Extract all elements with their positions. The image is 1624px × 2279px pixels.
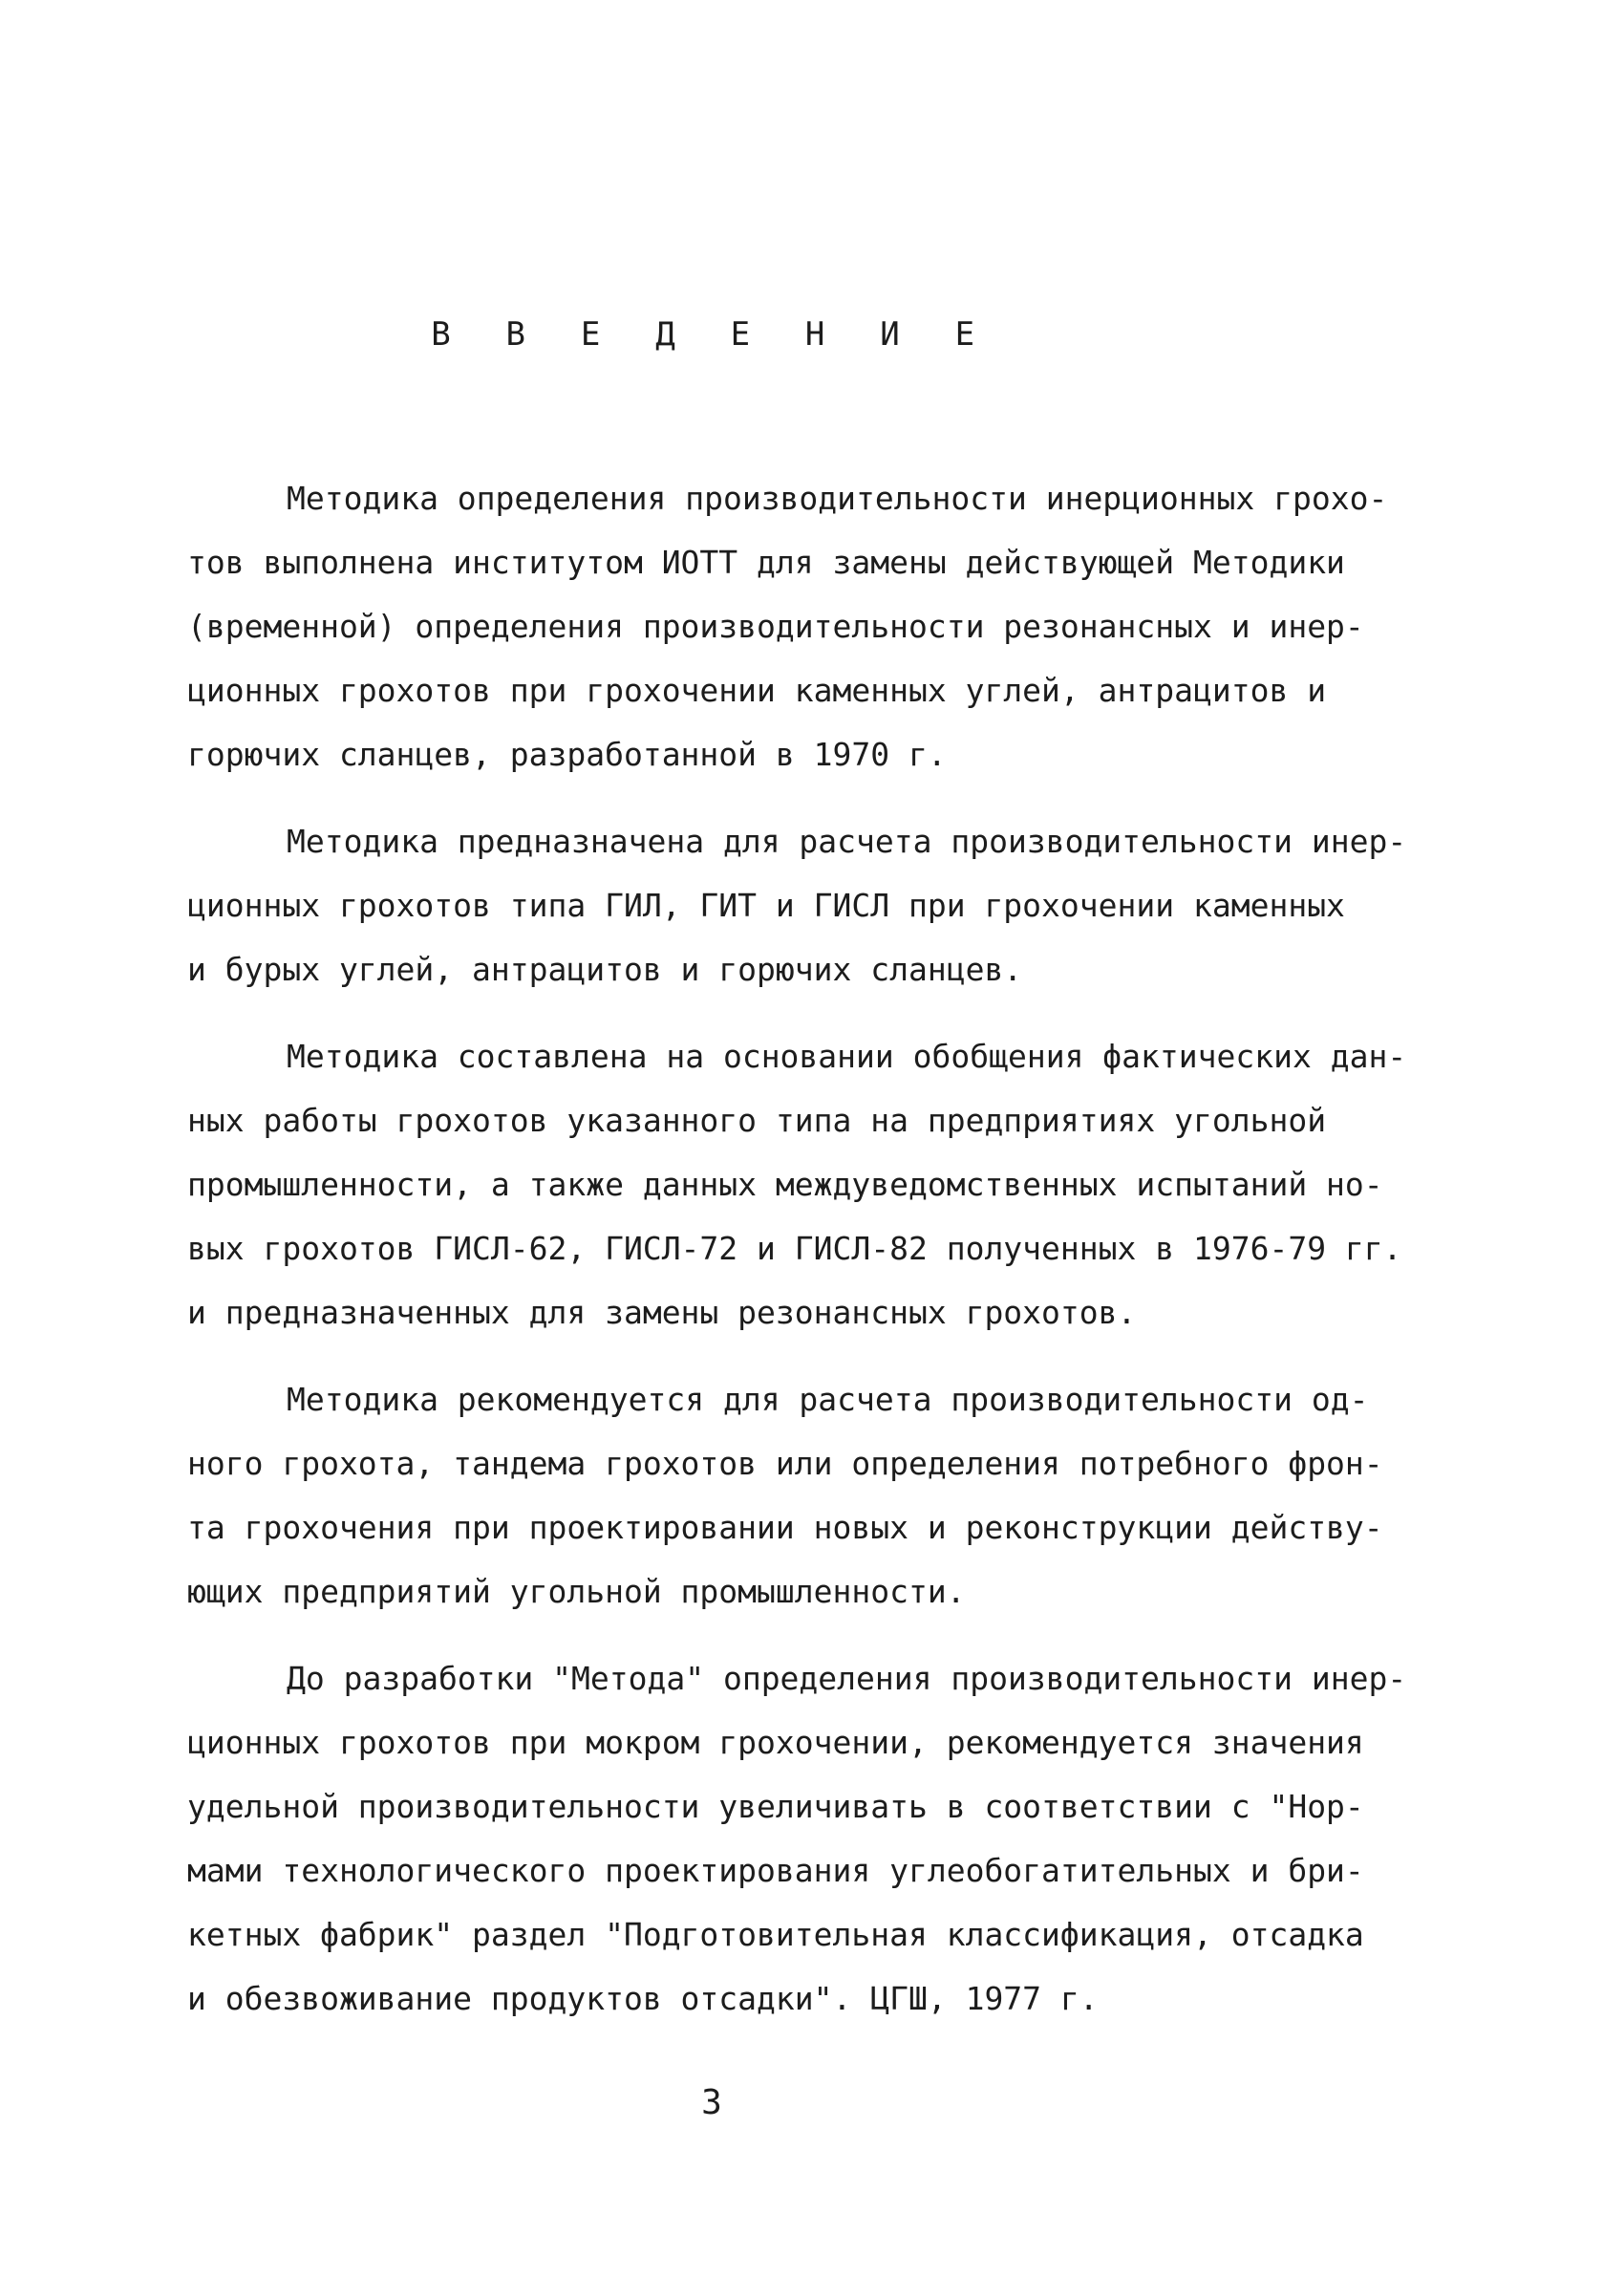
paragraph-line: ционных грохотов типа ГИЛ, ГИТ и ГИСЛ при грохочении каменных (187, 887, 1345, 924)
paragraph-line: До разработки "Метода" определения производительности инер- (287, 1660, 1407, 1697)
paragraph-line: Методика определения производительности инерционных грохо- (287, 480, 1388, 517)
paragraph-line: кетных фабрик" раздел "Подготовительная классификация, отсадка (187, 1916, 1364, 1953)
paragraph-line: вых грохотов ГИСЛ-62, ГИСЛ-72 и ГИСЛ-82 полученных в 1976-79 гг. (187, 1230, 1402, 1267)
body-text (187, 466, 1486, 2031)
paragraph-wet-screening (187, 1646, 1486, 2031)
paragraph-line: мами технологического проектирования углеобогатительных и бри- (187, 1852, 1364, 1889)
paragraph-line: ного грохота, тандема грохотов или определения потребного фрон- (187, 1445, 1383, 1482)
paragraph-line: (временной) определения производительности резонансных и инер- (187, 608, 1364, 645)
paragraph-line: промышленности, а также данных междуведомственных испытаний но- (187, 1166, 1383, 1203)
paragraph-line: Методика рекомендуется для расчета производительности од- (287, 1381, 1369, 1418)
paragraph-line: и предназначенных для замены резонансных грохотов. (187, 1294, 1137, 1331)
paragraph-basis (187, 1024, 1486, 1344)
paragraph-line: тов выполнена институтом ИОТТ для замены действующей Методики (187, 544, 1345, 581)
paragraph-intro-method (187, 466, 1486, 786)
paragraph-line: ционных грохотов при мокром грохочении, рекомендуется значения (187, 1724, 1364, 1761)
paragraph-line: и бурых углей, антрацитов и горючих сланцев. (187, 951, 1023, 988)
paragraph-line: Методика предназначена для расчета производительности инер- (287, 823, 1407, 860)
paragraph-line: ционных грохотов при грохочении каменных углей, антрацитов и (187, 672, 1327, 709)
page-number: 3 (701, 2083, 722, 2122)
paragraph-line: Методика составлена на основании обобщения фактических дан- (287, 1038, 1407, 1075)
paragraph-line: горючих сланцев, разработанной в 1970 г. (187, 736, 947, 773)
paragraph-purpose (187, 809, 1486, 1001)
paragraph-line: та грохочения при проектировании новых и реконструкции действу- (187, 1509, 1383, 1546)
paragraph-line: ющих предприятий угольной промышленности. (187, 1573, 966, 1610)
paragraph-recommendation (187, 1367, 1486, 1623)
section-heading: В В Е Д Е Н И Е (431, 315, 993, 354)
paragraph-line: ных работы грохотов указанного типа на предприятиях угольной (187, 1102, 1327, 1139)
paragraph-line: и обезвоживание продуктов отсадки". ЦГШ, 1977 г. (187, 1980, 1099, 2017)
paragraph-line: удельной производительности увеличивать в соответствии с "Нор- (187, 1788, 1364, 1825)
